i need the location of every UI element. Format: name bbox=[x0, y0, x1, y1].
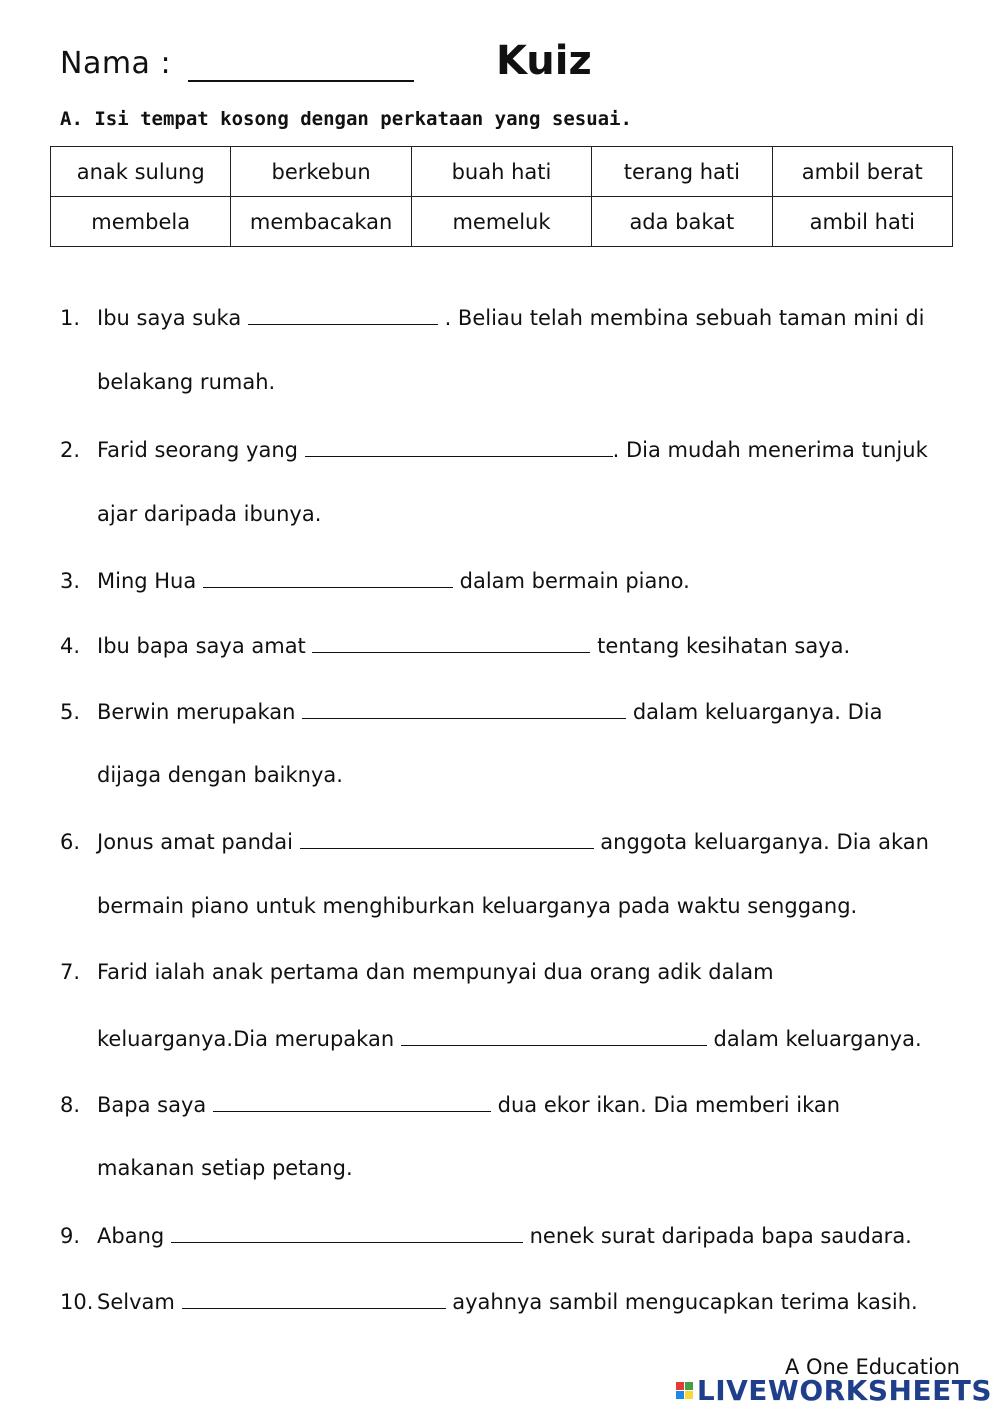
question-7-continuation bbox=[97, 1025, 922, 1051]
question-6 bbox=[60, 828, 929, 854]
question-1-continuation: belakang rumah. bbox=[97, 370, 276, 394]
word-bank-cell: memeluk bbox=[411, 197, 591, 247]
answer-blank-3[interactable] bbox=[203, 567, 453, 588]
word-bank-cell: terang hati bbox=[592, 147, 772, 197]
question-2-continuation: ajar daripada ibunya. bbox=[97, 502, 322, 526]
page-title: Kuiz bbox=[496, 38, 592, 84]
question-text: dua ekor ikan. Dia memberi ikan bbox=[497, 1093, 841, 1117]
logo-text: LIVEWORKSHEETS bbox=[696, 1374, 992, 1407]
question-5 bbox=[60, 698, 883, 724]
question-text: Ibu bapa saya amat bbox=[97, 634, 306, 658]
question-5-continuation: dijaga dengan baiknya. bbox=[97, 763, 343, 787]
name-blank-line[interactable] bbox=[188, 80, 414, 82]
question-text: Ibu saya suka bbox=[97, 306, 242, 330]
question-4 bbox=[60, 632, 850, 658]
question-number: 1. bbox=[60, 306, 81, 330]
question-text: Farid ialah anak pertama dan mempunyai dua orang adik dalam bbox=[97, 960, 774, 984]
question-text: keluarganya.Dia merupakan bbox=[97, 1027, 395, 1051]
word-bank-cell: berkebun bbox=[231, 147, 411, 197]
question-text: . Dia mudah menerima tunjuk bbox=[612, 438, 928, 462]
question-number: 8. bbox=[60, 1093, 81, 1117]
answer-blank-8[interactable] bbox=[213, 1091, 491, 1112]
answer-blank-6[interactable] bbox=[300, 828, 594, 849]
question-number: 3. bbox=[60, 569, 81, 593]
word-bank-cell: ambil berat bbox=[772, 147, 952, 197]
answer-blank-5[interactable] bbox=[302, 698, 626, 719]
question-number: 9. bbox=[60, 1224, 81, 1248]
liveworksheets-logo[interactable] bbox=[676, 1374, 992, 1407]
word-bank-cell: anak sulung bbox=[51, 147, 231, 197]
question-1 bbox=[60, 304, 925, 330]
answer-blank-1[interactable] bbox=[248, 304, 438, 325]
question-number: 10. bbox=[60, 1290, 94, 1314]
question-text: Selvam bbox=[97, 1290, 175, 1314]
word-bank-cell: buah hati bbox=[411, 147, 591, 197]
word-bank-cell: ambil hati bbox=[772, 197, 952, 247]
word-bank-row bbox=[51, 197, 953, 247]
question-text: dalam bermain piano. bbox=[459, 569, 690, 593]
question-text: nenek surat daripada bapa saudara. bbox=[529, 1224, 912, 1248]
instruction-text: A. Isi tempat kosong dengan perkataan yang sesuai. bbox=[60, 108, 632, 130]
question-6-continuation: bermain piano untuk menghiburkan keluarganya pada waktu senggang. bbox=[97, 894, 858, 918]
word-bank-cell: membela bbox=[51, 197, 231, 247]
answer-blank-7[interactable] bbox=[401, 1025, 707, 1046]
question-8-continuation: makanan setiap petang. bbox=[97, 1156, 353, 1180]
question-9 bbox=[60, 1222, 912, 1248]
question-text: Bapa saya bbox=[97, 1093, 207, 1117]
question-8 bbox=[60, 1091, 840, 1117]
question-text: anggota keluarganya. Dia akan bbox=[600, 830, 929, 854]
question-number: 2. bbox=[60, 438, 81, 462]
question-number: 4. bbox=[60, 634, 81, 658]
question-number: 7. bbox=[60, 960, 81, 984]
question-10 bbox=[60, 1288, 918, 1314]
word-bank-table bbox=[50, 146, 953, 247]
name-label: Nama : bbox=[60, 46, 172, 81]
question-3 bbox=[60, 567, 690, 593]
question-text: ayahnya sambil mengucapkan terima kasih. bbox=[452, 1290, 918, 1314]
question-text: Ming Hua bbox=[97, 569, 197, 593]
question-text: dalam keluarganya. bbox=[713, 1027, 922, 1051]
question-2 bbox=[60, 436, 928, 462]
question-number: 5. bbox=[60, 700, 81, 724]
question-number: 6. bbox=[60, 830, 81, 854]
footer-brand: A One Education bbox=[784, 1355, 960, 1379]
question-text: Jonus amat pandai bbox=[97, 830, 293, 854]
question-text: tentang kesihatan saya. bbox=[597, 634, 851, 658]
word-bank-row bbox=[51, 147, 953, 197]
answer-blank-9[interactable] bbox=[171, 1222, 523, 1243]
question-7 bbox=[60, 960, 774, 984]
question-text: dalam keluarganya. Dia bbox=[632, 700, 883, 724]
answer-blank-10[interactable] bbox=[182, 1288, 446, 1309]
logo-tiles-icon bbox=[676, 1382, 693, 1399]
question-text: Abang bbox=[97, 1224, 165, 1248]
question-text: Farid seorang yang bbox=[97, 438, 298, 462]
word-bank-cell: ada bakat bbox=[592, 197, 772, 247]
answer-blank-2[interactable] bbox=[305, 436, 613, 457]
question-text: Berwin merupakan bbox=[97, 700, 296, 724]
question-text: . Beliau telah membina sebuah taman mini di bbox=[444, 306, 925, 330]
word-bank-cell: membacakan bbox=[231, 197, 411, 247]
answer-blank-4[interactable] bbox=[312, 632, 590, 653]
